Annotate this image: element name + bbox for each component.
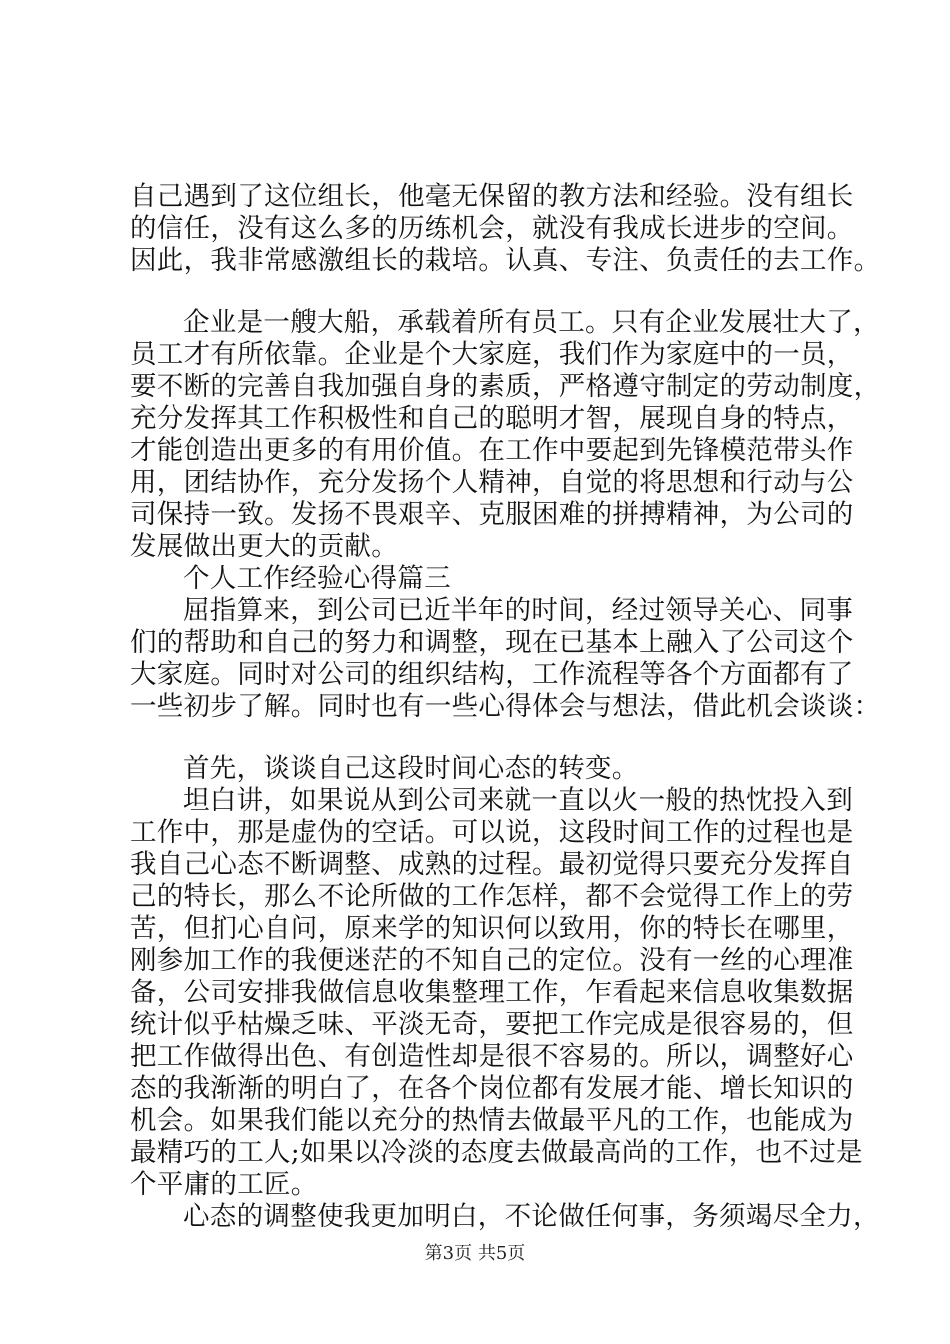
text-line: 把工作做得出色、有创造性却是很不容易的。所以，调整好心 — [130, 1041, 854, 1072]
text-line: 态的我渐渐的明白了，在各个岗位都有发展才能、增长知识的 — [130, 1073, 854, 1104]
text-line: 们的帮助和自己的努力和调整，现在已基本上融入了公司这个 — [130, 627, 854, 658]
text-line: 的信任，没有这么多的历练机会，就没有我成长进步的空间。 — [130, 213, 854, 244]
text-line: 机会。如果我们能以充分的热情去做最平凡的工作，也能成为 — [130, 1105, 854, 1136]
text-line: 工作中，那是虚伪的空话。可以说，这段时间工作的过程也是 — [130, 817, 854, 848]
text-line: 最精巧的工人;如果以冷淡的态度去做最高尚的工作，也不过是 — [130, 1137, 863, 1168]
text-line: 因此，我非常感激组长的栽培。认真、专注、负责任的去工作。 — [130, 245, 881, 276]
text-line: 司保持一致。发扬不畏艰辛、克服困难的拼搏精神，为公司的 — [130, 499, 854, 530]
text-line: 备，公司安排我做信息收集整理工作，乍看起来信息收集数据 — [130, 977, 854, 1008]
text-line: 大家庭。同时对公司的组织结构，工作流程等各个方面都有了 — [130, 659, 854, 690]
text-line: 刚参加工作的我便迷茫的不知自己的定位。没有一丝的心理准 — [130, 945, 854, 976]
text-line: 发展做出更大的贡献。 — [130, 531, 398, 562]
text-line: 己的特长，那么不论所做的工作怎样，都不会觉得工作上的劳 — [130, 881, 854, 912]
text-line: 我自己心态不断调整、成熟的过程。最初觉得只要充分发挥自 — [130, 849, 854, 880]
page-number-footer: 第3页 共5页 — [424, 1243, 526, 1264]
text-line: 统计似乎枯燥乏味、平淡无奇，要把工作完成是很容易的，但 — [130, 1009, 854, 1040]
text-line: 才能创造出更多的有用价值。在工作中要起到先锋模范带头作 — [130, 435, 854, 466]
text-line: 一些初步了解。同时也有一些心得体会与想法，借此机会谈谈： — [130, 691, 881, 722]
text-line: 企业是一艘大船，承载着所有员工。只有企业发展壮大了， — [183, 307, 880, 338]
text-line: 心态的调整使我更加明白，不论做任何事，务须竭尽全力， — [183, 1201, 880, 1232]
text-line: 自己遇到了这位组长，他毫无保留的教方法和经验。没有组长 — [130, 181, 854, 212]
text-line: 苦，但扪心自问，原来学的知识何以致用，你的特长在哪里， — [130, 913, 854, 944]
text-line: 要不断的完善自我加强自身的素质，严格遵守制定的劳动制度， — [130, 371, 881, 402]
text-line: 屈指算来，到公司已近半年的时间，经过领导关心、同事 — [183, 595, 853, 626]
text-line: 首先，谈谈自己这段时间心态的转变。 — [183, 753, 639, 784]
text-line: 充分发挥其工作积极性和自己的聪明才智，展现自身的特点， — [130, 403, 854, 434]
section-heading: 个人工作经验心得篇三 — [183, 563, 451, 594]
text-line: 员工才有所依靠。企业是个大家庭，我们作为家庭中的一员， — [130, 339, 854, 370]
text-line: 个平庸的工匠。 — [130, 1169, 318, 1200]
text-line: 坦白讲，如果说从到公司来就一直以火一般的热忱投入到 — [183, 785, 853, 816]
text-line: 用，团结协作，充分发扬个人精神，自觉的将思想和行动与公 — [130, 467, 854, 498]
